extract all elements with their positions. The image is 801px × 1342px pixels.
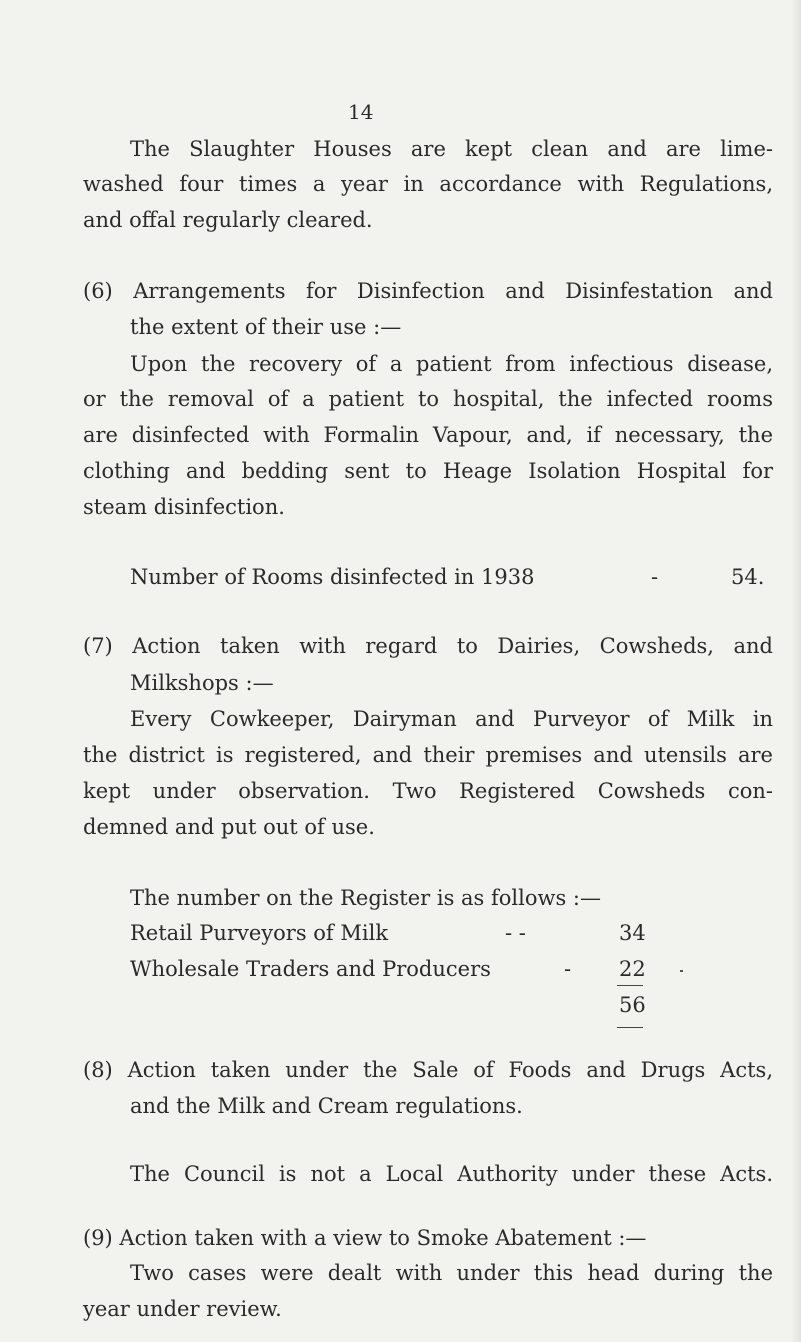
rooms-disinfected-label: Number of Rooms disinfected in 1938 (130, 564, 535, 589)
text-line: Every Cowkeeper, Dairyman and Purveyor of Milk in (130, 707, 773, 732)
rooms-disinfected-value: 54. (731, 564, 765, 589)
register-row-dashes: - - (505, 921, 526, 946)
register-total: 56 (619, 992, 646, 1017)
register-row-dashes: - (564, 956, 572, 981)
register-row-label: Retail Purveyors of Milk (130, 921, 389, 946)
page-edge-shadow (791, 0, 801, 1342)
text-line: steam disinfection. (83, 494, 285, 519)
text-line: demned and put out of use. (83, 814, 375, 839)
text-line: kept under observation. Two Registered Cowsheds con- (83, 779, 773, 804)
text-line: clothing and bedding sent to Heage Isolation Hospital for (83, 459, 773, 484)
rooms-disinfected-dash: - (651, 564, 659, 589)
total-rule-bottom (617, 1027, 643, 1028)
print-speck (680, 970, 683, 972)
register-intro: The number on the Register is as follows :— (130, 885, 601, 910)
section-heading: (8) Action taken under the Sale of Foods and Drugs Acts, (83, 1058, 773, 1083)
text-line: Upon the recovery of a patient from infectious disease, (130, 351, 773, 376)
text-line: The Slaughter Houses are kept clean and are lime- (130, 136, 773, 161)
text-line: Two cases were dealt with under this head during the (130, 1261, 773, 1286)
register-row-value: 34 (619, 921, 646, 946)
section-heading: (9) Action taken with a view to Smoke Abatement :— (83, 1225, 647, 1250)
register-row-label: Wholesale Traders and Producers (130, 956, 491, 981)
page-number: 14 (348, 99, 374, 124)
text-line: year under review. (83, 1296, 282, 1321)
section-heading: (7) Action taken with regard to Dairies, Cowsheds, and (83, 634, 773, 659)
text-line: or the removal of a patient to hospital, the infected rooms (83, 387, 773, 412)
section-heading: and the Milk and Cream regulations. (130, 1093, 523, 1118)
text-line: are disinfected with Formalin Vapour, and, if necessary, the (83, 422, 773, 447)
section-heading: Milkshops :— (130, 670, 274, 695)
section-heading: the extent of their use :— (130, 315, 402, 340)
section-heading: (6) Arrangements for Disinfection and Disinfestation and (83, 278, 773, 303)
text-line: the district is registered, and their premises and utensils are (83, 742, 773, 767)
total-rule-top (617, 985, 643, 986)
text-line: washed four times a year in accordance with Regulations, (83, 172, 773, 197)
text-line: The Council is not a Local Authority under these Acts. (130, 1161, 773, 1186)
text-line: and offal regularly cleared. (83, 207, 373, 232)
register-row-value: 22 (619, 956, 646, 981)
